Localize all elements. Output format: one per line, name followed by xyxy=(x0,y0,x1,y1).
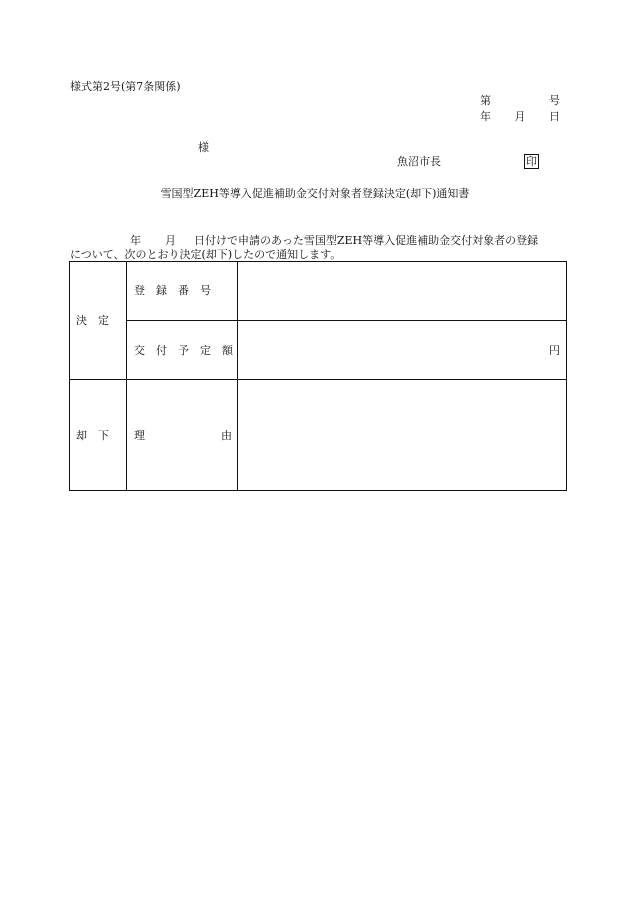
registration-number-value xyxy=(244,285,560,299)
reason-label-2: 由 xyxy=(221,429,232,442)
seal-text: 印 xyxy=(526,155,537,168)
body-text-line-2: について、次のとおり決定(却下)したので通知します。 xyxy=(70,248,342,261)
decision-label-text: 決 定 xyxy=(76,314,109,327)
issuer-name: 魚沼市長 xyxy=(397,155,441,168)
reason-value xyxy=(244,390,560,480)
body-month: 月 xyxy=(165,234,176,247)
rejection-label: 却 下 xyxy=(76,429,109,442)
decision-label xyxy=(76,315,120,326)
body-year: 年 xyxy=(130,234,141,247)
date-day: 日 xyxy=(549,110,560,123)
registration-number-label: 登 録 番 号 xyxy=(134,284,211,297)
date-year: 年 xyxy=(480,110,491,123)
yen-unit: 円 xyxy=(549,344,560,357)
number-prefix: 第 xyxy=(480,94,491,107)
reason-label-1: 理 xyxy=(134,429,145,442)
document-title: 雪国型ZEH等導入促進補助金交付対象者登録決定(却下)通知書 xyxy=(160,187,470,200)
grant-amount-label: 交 付 予 定 額 xyxy=(134,344,233,357)
date-month: 月 xyxy=(514,110,526,123)
number-suffix: 号 xyxy=(549,94,560,107)
form-label: 様式第2号(第7条関係) xyxy=(70,80,181,93)
addressee-suffix: 様 xyxy=(198,141,209,154)
body-text-line-1: 日付けで申請のあった雪国型ZEH等導入促進補助金交付対象者の登録 xyxy=(194,234,539,247)
